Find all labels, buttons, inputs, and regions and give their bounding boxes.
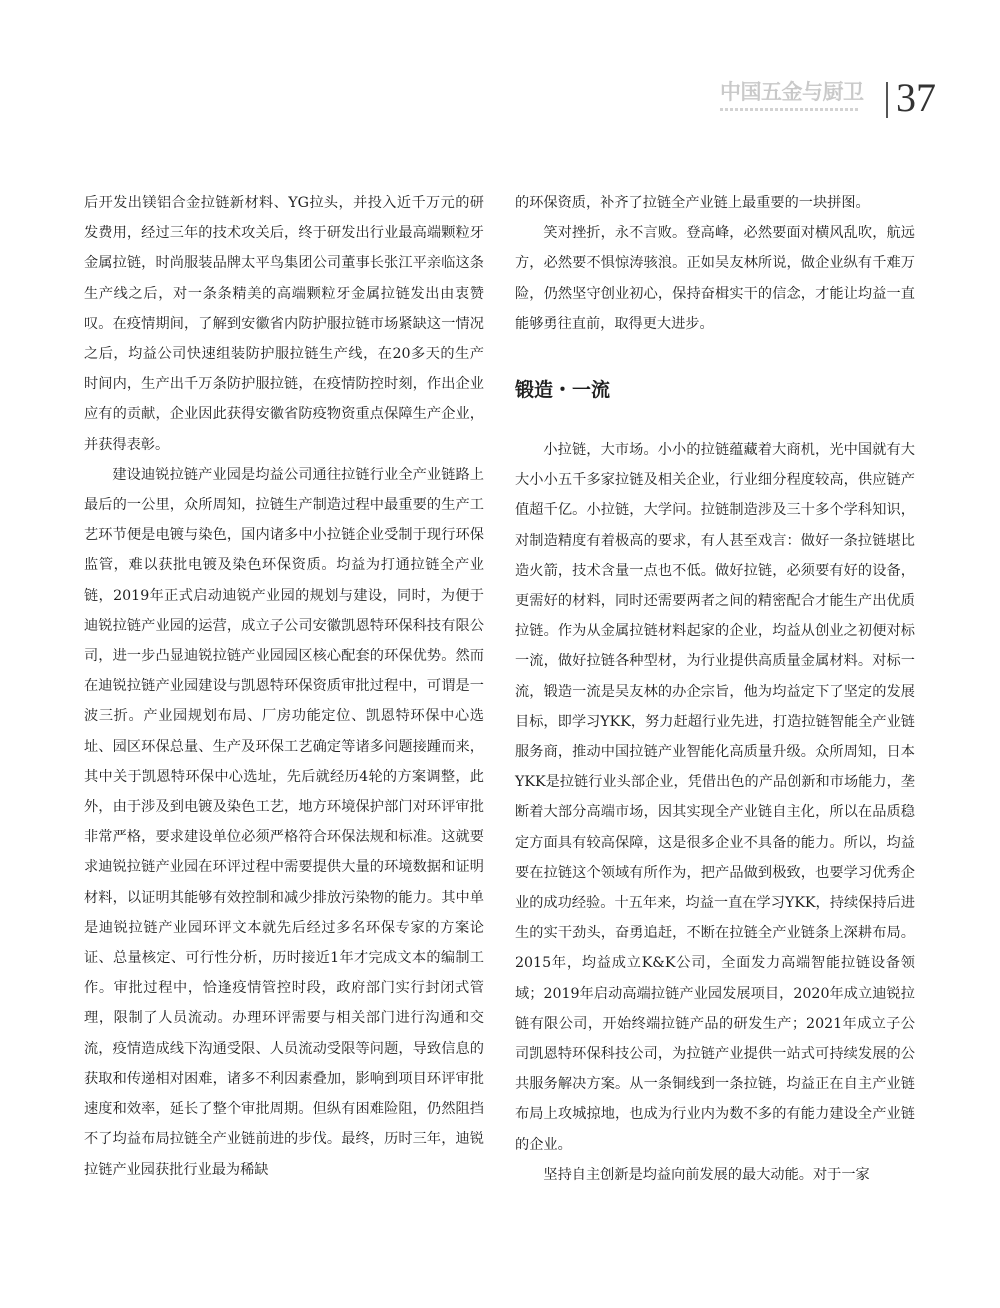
magazine-logo-subtitle-mark — [720, 108, 858, 111]
right-paragraph-3: 小拉链，大市场。小小的拉链蕴藏着大商机，光中国就有大大小小五千多家拉链及相关企业，行业细分程度较高，供应链产值超千亿。小拉链，大学问。拉链制造涉及三十多个学科知识，对制造精度有着极高的要求，有人甚至戏言：做好一条拉链堪比造火箭，技术含量一点也不低。做好拉链，必须要有好的设备，更需好的材料，同时还需要两者之间的精密配合才能生产出优质拉链。作为从金属拉链材料起家的企业，均益从创业之初便对标一流，做好拉链各种型材，为行业提供高质量金属材料。对标一流，锻造一流是吴友林的办企宗旨，他为均益定下了坚定的发展目标，即学习YKK，努力赶超行业先进，打造拉链智能全产业链服务商，推动中国拉链产业智能化高质量升级。众所周知，日本YKK是拉链行业头部企业，凭借出色的产品创新和市场能力，垄断着大部分高端市场，因其实现全产业链自主化，所以在品质稳定方面具有较高保障，这是很多企业不具备的能力。所以，均益要在拉链这个领域有所作为，把产品做到极致，也要学习优秀企业的成功经验。十五年来，均益一直在学习YKK，持续保持后进生的实干劲头，奋勇追赶，不断在拉链全产业链条上深耕布局。2015年，均益成立K&K公司，全面发力高端智能拉链设备领域；2019年启动高端拉链产业园发展项目，2020年成立迪锐拉链有限公司，开始终端拉链产品的研发生产；2021年成立子公司凯恩特环保科技公司，为拉链产业提供一站式可持续发展的公共服务解决方案。从一条铜线到一条拉链，均益正在自主产业链布局上攻城掠地，也成为行业内为数不多的有能力建设全产业链的企业。 — [515, 442, 915, 1153]
right-paragraph-2: 笑对挫折，永不言败。登高峰，必然要面对横风乱吹，航远方，必然要不惧惊涛骇浪。正如吴友林所说，做企业纵有千难万险，仍然坚守创业初心，保持奋楫实干的信念，才能让均益一直能够勇往直前，取得更大进步。 — [515, 225, 915, 332]
header-divider — [886, 82, 888, 118]
right-paragraph-4: 坚持自主创新是均益向前发展的最大动能。对于一家 — [543, 1166, 870, 1183]
right-paragraph-1: 的环保资质，补齐了拉链全产业链上最重要的一块拼图。 — [515, 195, 870, 211]
section-heading: 锻造・一流 — [515, 379, 611, 402]
magazine-logo — [720, 80, 870, 120]
left-column — [84, 188, 484, 1185]
page-header — [720, 70, 960, 124]
page-number: 37 — [896, 75, 936, 120]
left-paragraph-2: 建设迪锐拉链产业园是均益公司通往拉链行业全产业链路上最后的一公里，众所周知，拉链生产制造过程中最重要的生产工艺环节便是电镀与染色，国内诸多中小拉链企业受制于现行环保监管，难以获批电镀及染色环保资质。均益为打通拉链全产业链，2019年正式启动迪锐产业园的规划与建设，同时，为便于迪锐拉链产业园的运营，成立子公司安徽凯恩特环保科技有限公司，进一步凸显迪锐拉链产业园园区核心配套的环保优势。然而在迪锐拉链产业园建设与凯恩特环保资质审批过程中，可谓是一波三折。产业园规划布局、厂房功能定位、凯恩特环保中心选址、园区环保总量、生产及环保工艺确定等诸多问题接踵而来，其中关于凯恩特环保中心选址，先后就经历4轮的方案调整，此外，由于涉及到电镀及染色工艺，地方环境保护部门对环评审批非常严格，要求建设单位必须严格符合环保法规和标准。这就要求迪锐拉链产业园在环评过程中需要提供大量的环境数据和证明材料，以证明其能够有效控制和减少排放污染物的能力。其中单是迪锐拉链产业园环评文本就先后经过多名环保专家的方案论证、总量核定、可行性分析，历时接近1年才完成文本的编制工作。审批过程中，恰逢疫情管控时段，政府部门实行封闭式管理，限制了人员流动。办理环评需要与相关部门进行沟通和交流，疫情造成线下沟通受限、人员流动受限等问题，导致信息的获取和传递相对困难，诸多不利因素叠加，影响到项目环评审批速度和效率，延长了整个审批周期。但纵有困难险阻，仍然阻挡不了均益布局拉链全产业链前进的步伐。最终，历时三年，迪锐拉链产业园获批行业最为稀缺 — [84, 466, 484, 1178]
magazine-logo-text: 中国五金与厨卫 — [720, 80, 864, 104]
left-paragraph-1: 后开发出镁铝合金拉链新材料、YG拉头，并投入近千万元的研发费用，经过三年的技术攻关后，终于研发出行业最高端颗粒牙金属拉链，时尚服装品牌太平鸟集团公司董事长张江平亲临这条生产线之后，对一条条精美的高端颗粒牙金属拉链发出由衷赞叹。在疫情期间，了解到安徽省内防护服拉链市场紧缺这一情况之后，均益公司快速组装防护服拉链生产线，在20多天的生产时间内，生产出千万条防护服拉链，在疫情防控时刻，作出企业应有的贡献，企业因此获得安徽省防疫物资重点保障生产企业，并获得表彰。 — [84, 195, 484, 453]
right-column — [515, 188, 915, 1190]
